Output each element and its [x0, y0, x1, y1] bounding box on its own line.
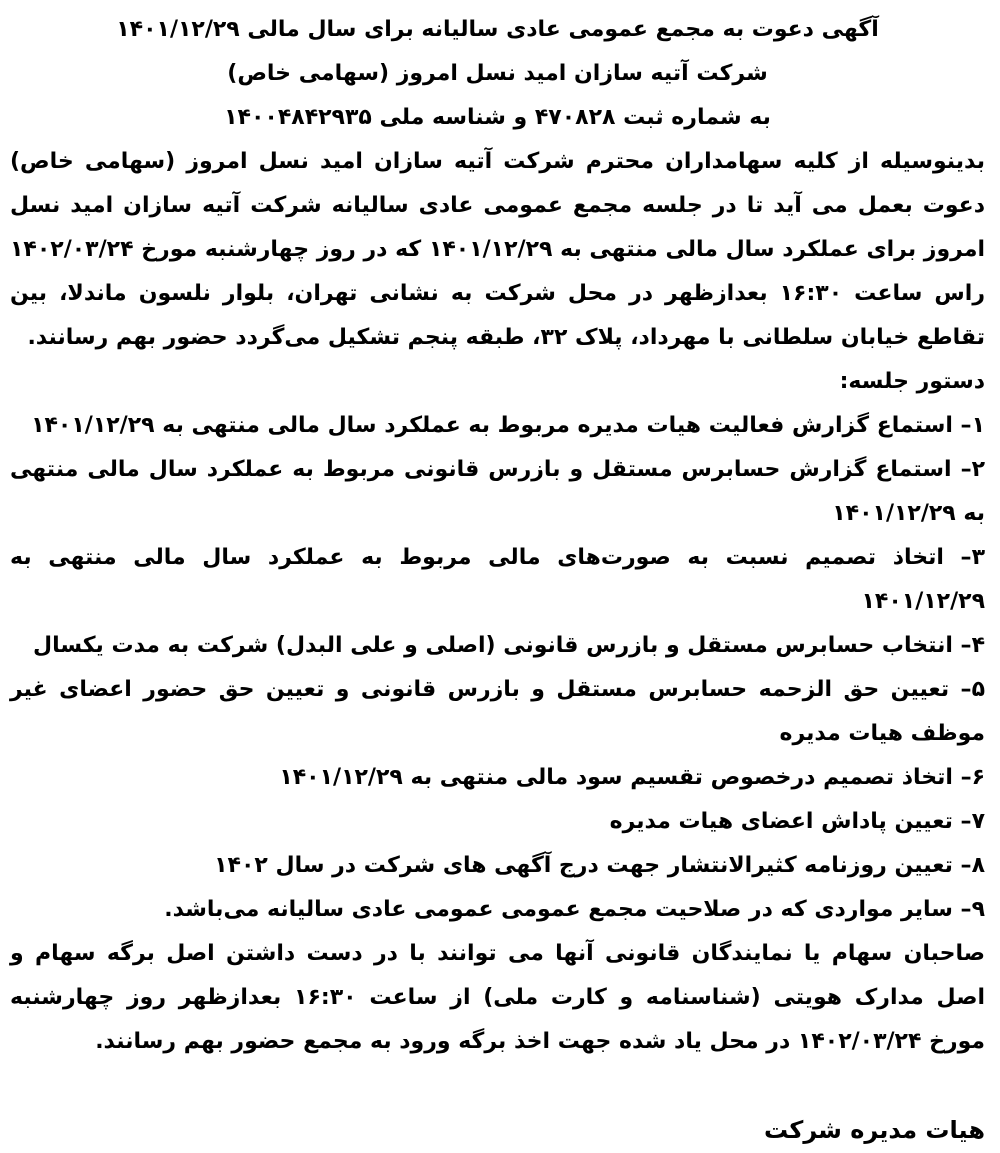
agenda-list [10, 404, 985, 932]
agenda-item: ۹– سایر مواردی که در صلاحیت مجمع عمومی عمومی عادی سالیانه می‌باشد. [164, 897, 985, 922]
notice-document [10, 0, 985, 1153]
agenda-item: ۶– اتخاذ تصمیم درخصوص تقسیم سود مالی منتهی به ۱۴۰۱/۱۲/۲۹ [279, 765, 985, 790]
agenda-item: ۷– تعیین پاداش اعضای هیات مدیره [609, 809, 985, 834]
agenda-item: ۴– انتخاب حسابرس مستقل و بازرس قانونی (اصلی و علی البدل) شرکت به مدت یکسال [33, 633, 985, 658]
signature: هیات مدیره شرکت [763, 1116, 985, 1144]
agenda-item: ۲– استماع گزارش حسابرس مستقل و بازرس قانونی مربوط به عملکرد سال مالی منتهی به ۱۴۰۱/۱۲/۲۹ [10, 457, 985, 526]
agenda-item: ۵– تعیین حق الزحمه حسابرس مستقل و بازرس قانونی و تعیین حق حضور اعضای غیر موظف هیات مدیره [10, 677, 985, 746]
agenda-heading: دستور جلسه: [839, 369, 985, 394]
invitation-paragraph: بدینوسیله از کلیه سهامداران محترم شرکت آتیه سازان امید نسل امروز (سهامی خاص) دعوت بعمل می آید تا در جلسه مجمع عمومی عادی سالیانه شرکت آتیه سازان امید نسل امروز برای عملکرد سال مالی منتهی به ۱۴۰۱/۱۲/۲۹ که در روز چهارشنبه مورخ ۱۴۰۲/۰۳/۲۴ راس ساعت ۱۶:۳۰ بعدازظهر در محل شرکت به نشانی تهران، بلوار نلسون ماندلا، بین تقاطع خیابان سلطانی با مهرداد، پلاک ۳۲، طبقه پنجم تشکیل می‌گردد حضور بهم رسانند. [10, 149, 985, 350]
agenda-item: ۱– استماع گزارش فعالیت هیات مدیره مربوط به عملکرد سال مالی منتهی به ۱۴۰۱/۱۲/۲۹ [31, 413, 985, 438]
notice-title: آگهی دعوت به مجمع عمومی عادی سالیانه برای سال مالی ۱۴۰۱/۱۲/۲۹ [116, 17, 879, 42]
registration-info: به شماره ثبت ۴۷۰۸۲۸ و شناسه ملی ۱۴۰۰۴۸۴۲۹۳۵ [224, 105, 771, 130]
agenda-item: ۸– تعیین روزنامه کثیرالانتشار جهت درج آگهی های شرکت در سال ۱۴۰۲ [214, 853, 985, 878]
attendance-paragraph: صاحبان سهام یا نمایندگان قانونی آنها می توانند با در دست داشتن اصل برگه سهام و اصل مدارک هویتی (شناسنامه و کارت ملی) از ساعت ۱۶:۳۰ بعدازظهر روز چهارشنبه مورخ ۱۴۰۲/۰۳/۲۴ در محل یاد شده جهت اخذ برگه ورود به مجمع حضور بهم رسانند. [10, 941, 985, 1054]
agenda-item: ۳– اتخاذ تصمیم نسبت به صورت‌های مالی مربوط به عملکرد سال مالی منتهی به ۱۴۰۱/۱۲/۲۹ [10, 545, 985, 614]
company-name: شرکت آتیه سازان امید نسل امروز (سهامی خاص) [227, 61, 768, 86]
